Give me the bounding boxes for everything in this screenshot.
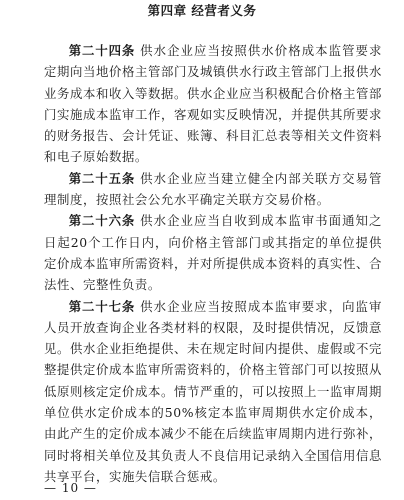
chapter-title: 第四章 经营者义务 (147, 3, 257, 18)
article-text: 供水企业应当按照供水价格成本监管要求定期向当地价格主管部门及城镇供水行政主管部门上报供水业务成本和收入等数据。供水企业应当积极配合价格主管部门实施成本监审工作，客观如实反映情况，并提供其所要求的财务报告、会计凭证、账簿、科目汇总表等相关文件资料和电子原始数据。 (44, 43, 383, 165)
document-body (44, 40, 382, 487)
article-text: 供水企业应当建立健全内部关联方交易管理制度，按照社会公允水平确定关联方交易价格。 (44, 170, 383, 208)
article-25 (44, 168, 382, 211)
article-text: 供水企业应当自收到成本监审书面通知之日起20个工作日内，向价格主管部门或其指定的单位提供定价成本监审所需资料，并对所提供成本资料的真实性、合法性、完整性负责。 (44, 213, 383, 293)
article-27 (44, 296, 382, 488)
article-number: 第二十六条 (68, 213, 136, 229)
article-number: 第二十四条 (68, 43, 136, 58)
article-text: 供水企业应当按照成本监审要求，向监审人员开放查询企业各类材料的权限，及时提供情况，反馈意见。供水企业拒绝提供、未在规定时间内提供、虚假或不完整提供定价成本监审所需资料的，价格主管部门可以按照从低原则核定定价成本。情节严重的，可以按照上一监审周期单位供水定价成本的50%核定本监审周期供水定价成本，由此产生的定价成本减少不能在后续监审周期内进行弥补，同时将相关单位及其负责人不良信用记录纳入全国信用信息共享平台，实施失信联合惩戒。 (44, 298, 383, 484)
article-number: 第二十五条 (68, 170, 136, 186)
article-number: 第二十七条 (68, 298, 136, 314)
article-24 (44, 40, 382, 168)
article-26 (44, 210, 382, 295)
page-number: — 10 — (44, 481, 97, 495)
